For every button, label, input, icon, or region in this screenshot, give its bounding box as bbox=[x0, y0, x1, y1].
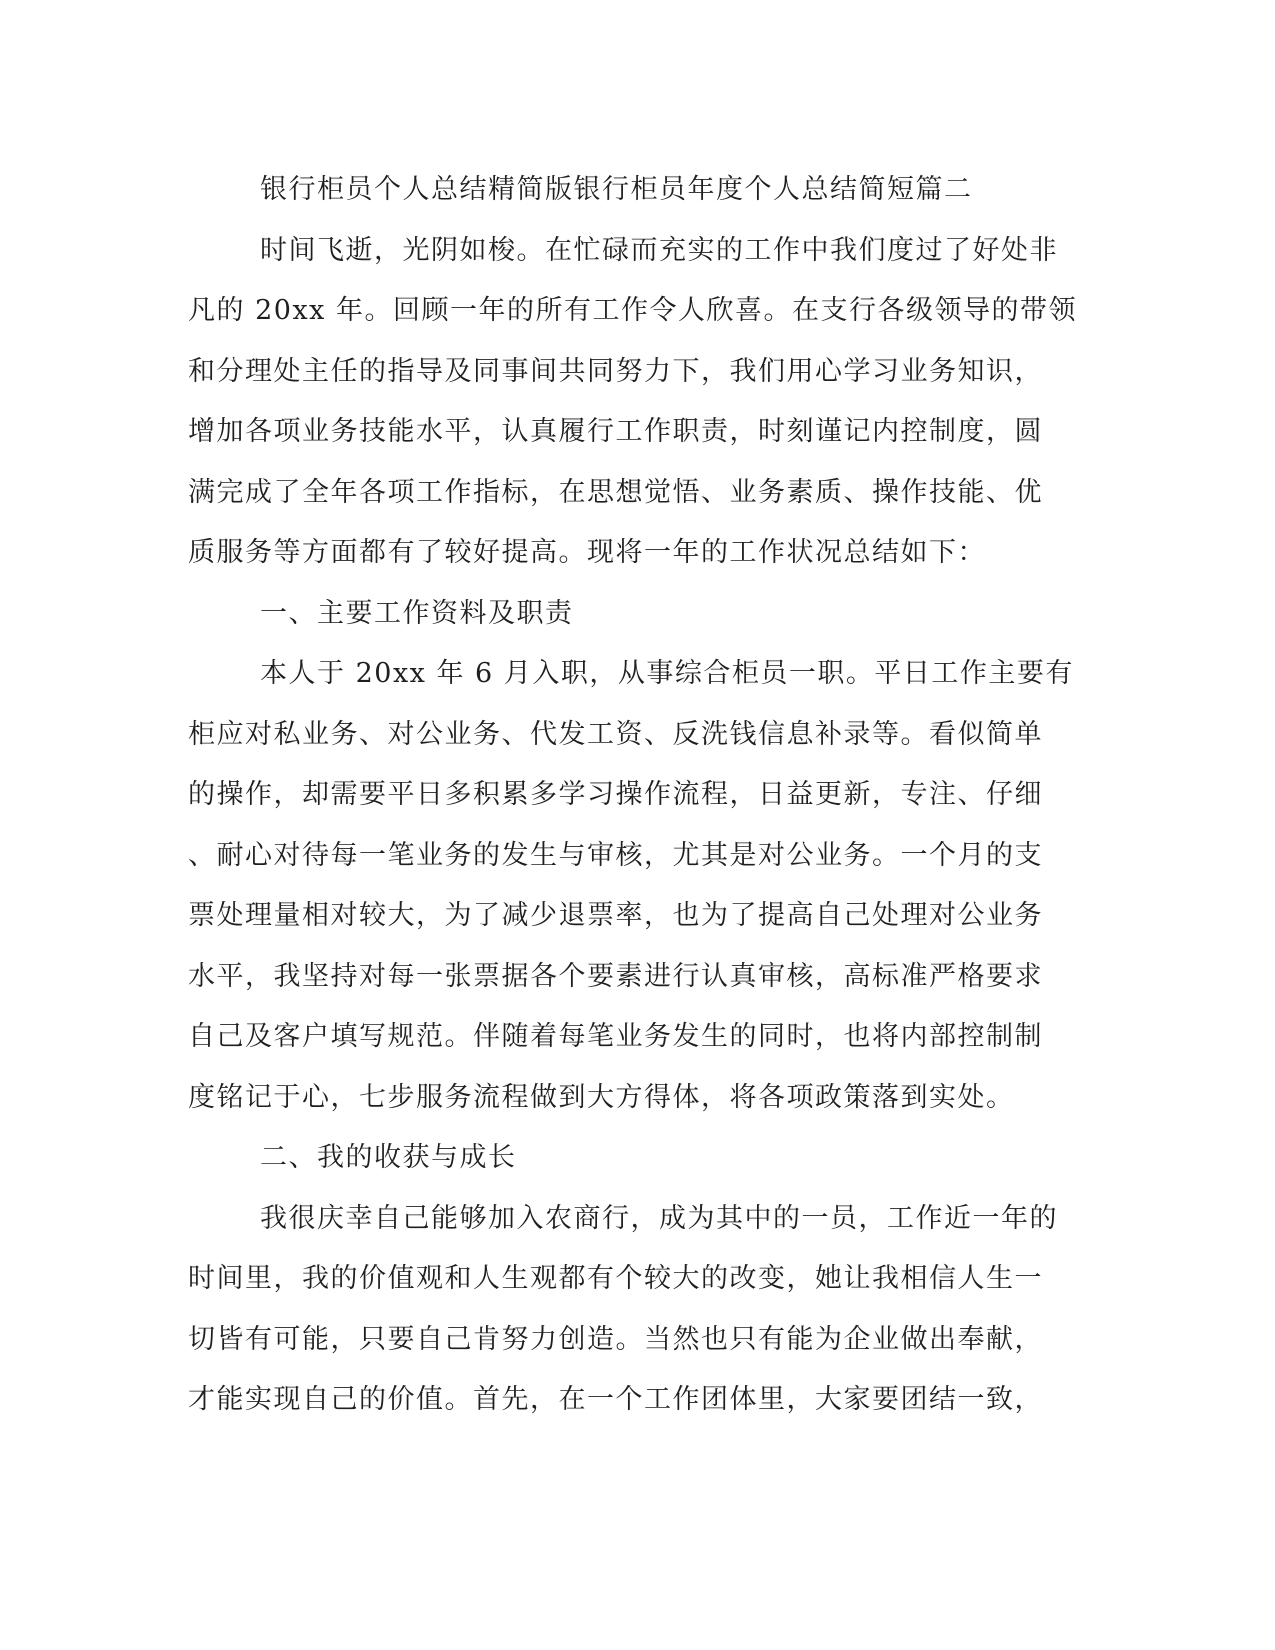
paragraph-line: 时间里，我的价值观和人生观都有个较大的改变，她让我相信人生一 bbox=[188, 1263, 1043, 1294]
paragraph-line: 才能实现自己的价值。首先，在一个工作团体里，大家要团结一致， bbox=[188, 1384, 1043, 1415]
paragraph-line: 、耐心对待每一笔业务的发生与审核，尤其是对公业务。一个月的支 bbox=[188, 839, 1043, 871]
paragraph-line: 时间飞逝，光阴如梭。在忙碌而充实的工作中我们度过了好处非 bbox=[260, 234, 1058, 266]
paragraph-line: 柜应对私业务、对公业务、代发工资、反洗钱信息补录等。看似简单 bbox=[188, 718, 1043, 750]
paragraph-line: 水平，我坚持对每一张票据各个要素进行认真审核，高标准严格要求 bbox=[188, 960, 1043, 992]
paragraph-line: 凡的 20xx 年。回顾一年的所有工作令人欣喜。在支行各级领导的带领 bbox=[188, 295, 1077, 326]
paragraph-line: 本人于 20xx 年 6 月入职，从事综合柜员一职。平日工作主要有 bbox=[260, 658, 1074, 689]
document-title: 银行柜员个人总结精简版银行柜员年度个人总结简短篇二 bbox=[260, 174, 973, 205]
paragraph-line: 满完成了全年各项工作指标，在思想觉悟、业务素质、操作技能、优 bbox=[188, 476, 1043, 508]
document-body bbox=[188, 160, 1077, 1431]
paragraph-line: 和分理处主任的指导及同事间共同努力下，我们用心学习业务知识， bbox=[188, 355, 1043, 387]
paragraph-line: 质服务等方面都有了较好提高。现将一年的工作状况总结如下： bbox=[188, 537, 986, 568]
paragraph-line: 自己及客户填写规范。伴随着每笔业务发生的同时，也将内部控制制 bbox=[188, 1021, 1043, 1052]
section-heading: 一、主要工作资料及职责 bbox=[260, 597, 574, 629]
paragraph-line: 票处理量相对较大，为了减少退票率，也为了提高自己处理对公业务 bbox=[188, 900, 1043, 931]
paragraph-line: 切皆有可能，只要自己肯努力创造。当然也只有能为企业做出奉献， bbox=[188, 1323, 1043, 1355]
paragraph-line: 我很庆幸自己能够加入农商行，成为其中的一员，工作近一年的 bbox=[260, 1202, 1058, 1234]
paragraph-line: 的操作，却需要平日多积累多学习操作流程，日益更新，专注、仔细 bbox=[188, 779, 1043, 810]
section-heading: 二、我的收获与成长 bbox=[260, 1142, 517, 1173]
paragraph-line: 增加各项业务技能水平，认真履行工作职责，时刻谨记内控制度，圆 bbox=[188, 416, 1043, 447]
paragraph-line: 度铭记于心，七步服务流程做到大方得体，将各项政策落到实处。 bbox=[188, 1081, 1015, 1113]
